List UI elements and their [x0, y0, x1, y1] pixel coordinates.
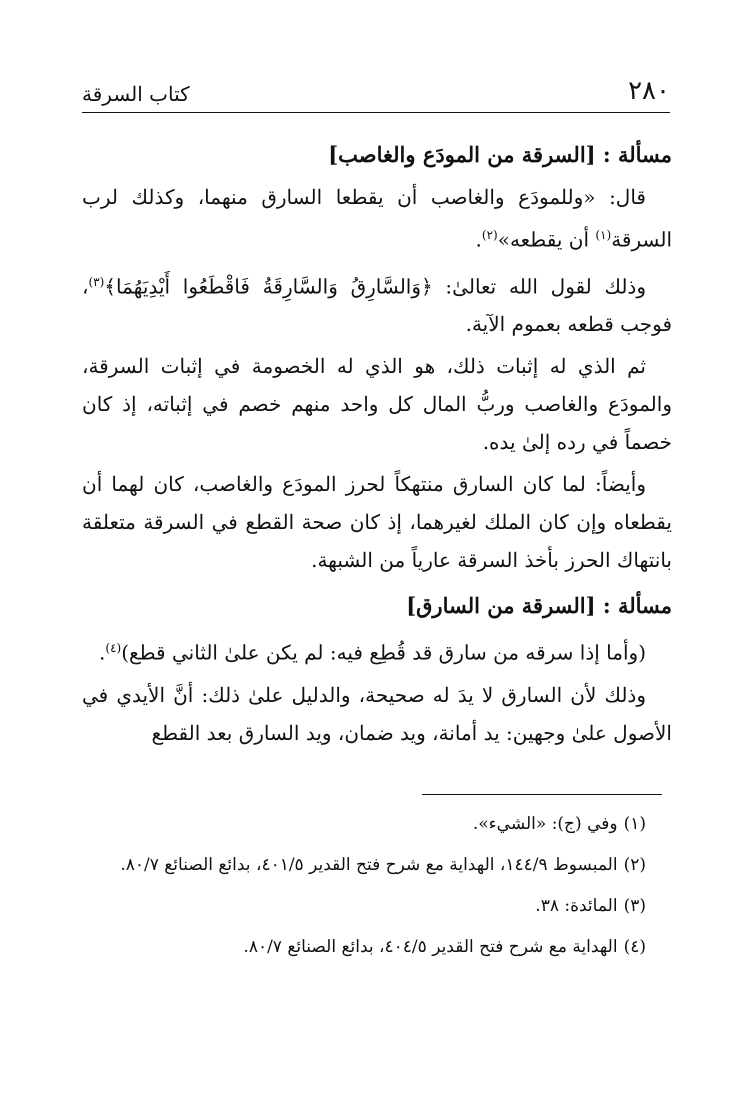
footnote-text: وفي (ج): «الشيء».: [472, 814, 618, 834]
footnote-ref-1: (١): [595, 228, 612, 242]
footnotes: [82, 808, 672, 972]
paragraph-3: ثم الذي له إثبات ذلك، هو الذي له الخصومة في إثبات السرقة، والمودَع والغاصب وربُّ المال كل واحد منهم خصم في إثباته، إذ كان خصماً في رده إلىٰ يده.: [82, 354, 672, 455]
footnote-ref-4: (٤): [105, 641, 122, 656]
paragraph-2-text-2: ، فوجب قطعه بعموم الآية.: [82, 274, 672, 337]
paragraph-1-end: .: [475, 227, 482, 252]
paragraph-4: وأيضاً: لما كان السارق منتهكاً لحرز المودَع والغاصب، كان لهما أن يقطعاه وإن كان الملك لغيرهما، إذ كان صحة القطع في السرقة متعلقة بانتهاك الحرز بأخذ السرقة عارياً من الشبهة.: [82, 472, 672, 573]
footnote-4: [82, 931, 672, 964]
page-number: ٢٨٠: [628, 76, 670, 106]
footnote-number: (٤): [623, 937, 646, 957]
paragraph-1-text-2: أن يقطعه»: [497, 227, 596, 252]
footnote-ref-2: (٢): [481, 228, 498, 242]
issue-heading-1: مسألة : [السرقة من المودَع والغاصب]: [328, 142, 672, 167]
footnote-text: المائدة: ٣٨.: [535, 896, 618, 916]
paragraph-5-end: .: [99, 640, 106, 665]
footnote-number: (٣): [623, 896, 646, 916]
footnote-text: الهداية مع شرح فتح القدير ٤٠٤/٥، بدائع الصنائع ٨٠/٧.: [243, 937, 618, 957]
paragraph-2: [82, 263, 672, 344]
footnote-number: (٢): [623, 855, 646, 875]
paragraph-5: [82, 629, 672, 672]
footnote-2: [82, 849, 672, 882]
footnote-3: [82, 890, 672, 923]
footnote-number: (١): [623, 814, 646, 834]
footnote-divider: [422, 794, 662, 795]
issue-heading-2: مسألة : [السرقة من السارق]: [406, 593, 672, 619]
paragraph-1: [82, 178, 672, 259]
paragraph-1-text: قال: «وللمودَع والغاصب أن يقطعا السارق منهما، وكذلك لرب السرقة: [82, 185, 672, 252]
paragraph-5-text: (وأما إذا سرقه من سارق قد قُطِع فيه: لم يكن علىٰ الثاني قطع): [121, 640, 646, 665]
page-header: [82, 72, 670, 113]
footnote-1: [82, 808, 672, 841]
paragraph-6: وذلك لأن السارق لا يدَ له صحيحة، والدليل علىٰ ذلك: أنَّ الأيدي في الأصول علىٰ وجهين: يد أمانة، ويد ضمان، ويد السارق بعد القطع: [82, 682, 672, 745]
book-title: كتاب السرقة: [82, 82, 190, 106]
footnote-text: المبسوط ١٤٤/٩، الهداية مع شرح فتح القدير ٤٠١/٥، بدائع الصنائع ٨٠/٧.: [120, 855, 618, 875]
main-text: [82, 128, 672, 756]
footnote-ref-3: (٣): [88, 274, 105, 289]
quran-verse: وذلك لقول الله تعالىٰ: ﴿وَالسَّارِقُ وَالسَّارِقَةُ فَاقْطَعُوا أَيْدِيَهُمَا﴾: [104, 274, 646, 299]
